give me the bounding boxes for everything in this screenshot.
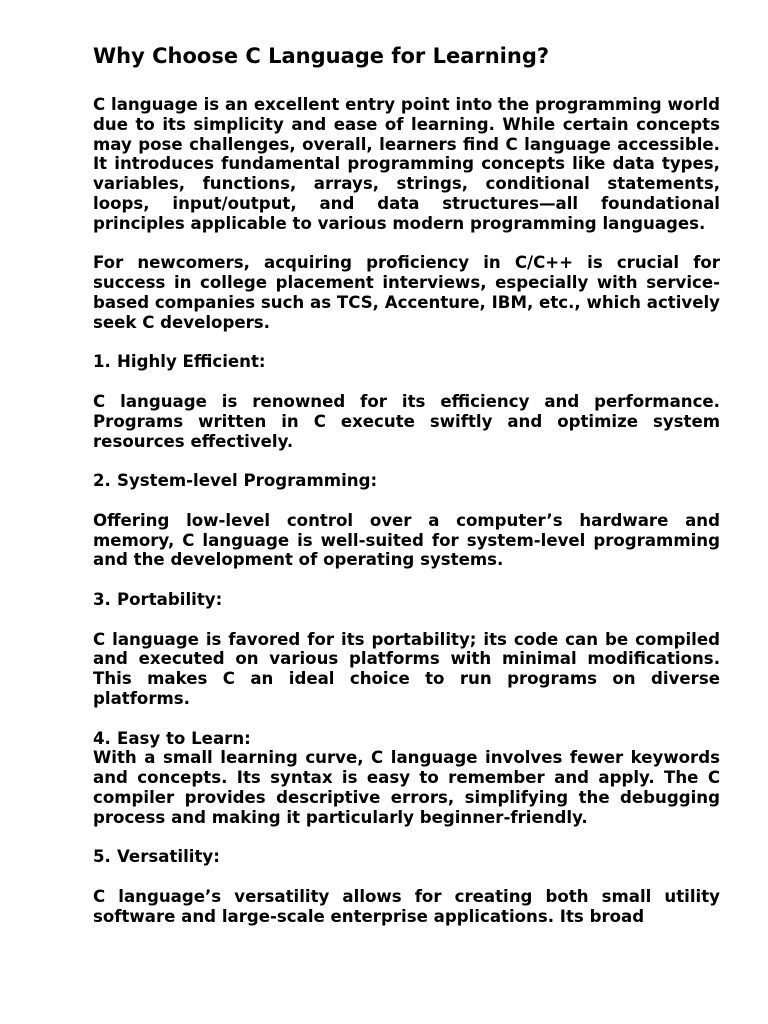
document-page	[93, 42, 720, 926]
section-heading-system-level	[93, 471, 720, 491]
section-number: 4.	[93, 728, 111, 748]
section-heading-easy-to-learn	[93, 729, 720, 749]
section-heading-text: System-level Programming:	[117, 471, 378, 491]
paragraph-spacer	[93, 491, 720, 511]
section-heading-text: Versatility:	[117, 847, 220, 867]
section-heading-text: Portability:	[117, 589, 223, 609]
section-number: 1.	[93, 352, 111, 372]
section-heading-highly-efficient	[93, 352, 720, 372]
section-body-portability: C language is favored for its portability; its code can be compiled and executed on various platforms with minimal modifications. This makes C an ideal choice to run programs on diverse platforms.	[93, 629, 720, 708]
document-title: Why Choose C Language for Learning?	[93, 44, 550, 68]
section-body-easy-to-learn: With a small learning curve, C language involves fewer keywords and concepts. Its syntax is easy to remember and apply. The C compiler provides descriptive errors, simplifying the debugging process and making it particularly beginner-friendly.	[93, 748, 720, 827]
section-heading-portability	[93, 590, 720, 610]
section-body-highly-efficient: C language is renowned for its efficiency and performance. Programs written in C execute swiftly and optimize system resources effectively.	[93, 391, 720, 451]
intro-paragraph-1: C language is an excellent entry point into the programming world due to its simplicity and ease of learning. While certain concepts may pose challenges, overall, learners find C language accessible. It introduces fundamental programming concepts like data types, variables, functions, arrays, strings, conditional statements, loops, input/output, and data structures—all foundational principles applicable to various modern programming languages.	[93, 95, 720, 233]
paragraph-spacer	[93, 451, 720, 471]
paragraph-spacer	[93, 570, 720, 590]
paragraph-spacer	[93, 709, 720, 729]
section-number: 3.	[93, 589, 111, 609]
paragraph-spacer	[93, 234, 720, 254]
paragraph-spacer	[93, 610, 720, 630]
paragraph-spacer	[93, 827, 720, 847]
section-heading-text: Highly Efficient:	[117, 352, 266, 372]
intro-paragraph-2: For newcomers, acquiring proficiency in C/C++ is crucial for success in college placement interviews, especially with service-based companies such as TCS, Accenture, IBM, etc., which actively seek C developers.	[93, 253, 720, 332]
section-heading-text: Easy to Learn:	[117, 728, 251, 748]
paragraph-spacer	[93, 333, 720, 353]
section-body-versatility: C language’s versatility allows for creating both small utility software and large-scale enterprise applications. Its broad	[93, 886, 720, 926]
paragraph-spacer	[93, 372, 720, 392]
section-number: 5.	[93, 847, 111, 867]
paragraph-spacer	[93, 867, 720, 887]
section-body-system-level: Offering low-level control over a computer’s hardware and memory, C language is well-suited for system-level programming and the development of operating systems.	[93, 510, 720, 570]
section-heading-versatility	[93, 847, 720, 867]
section-number: 2.	[93, 471, 111, 491]
